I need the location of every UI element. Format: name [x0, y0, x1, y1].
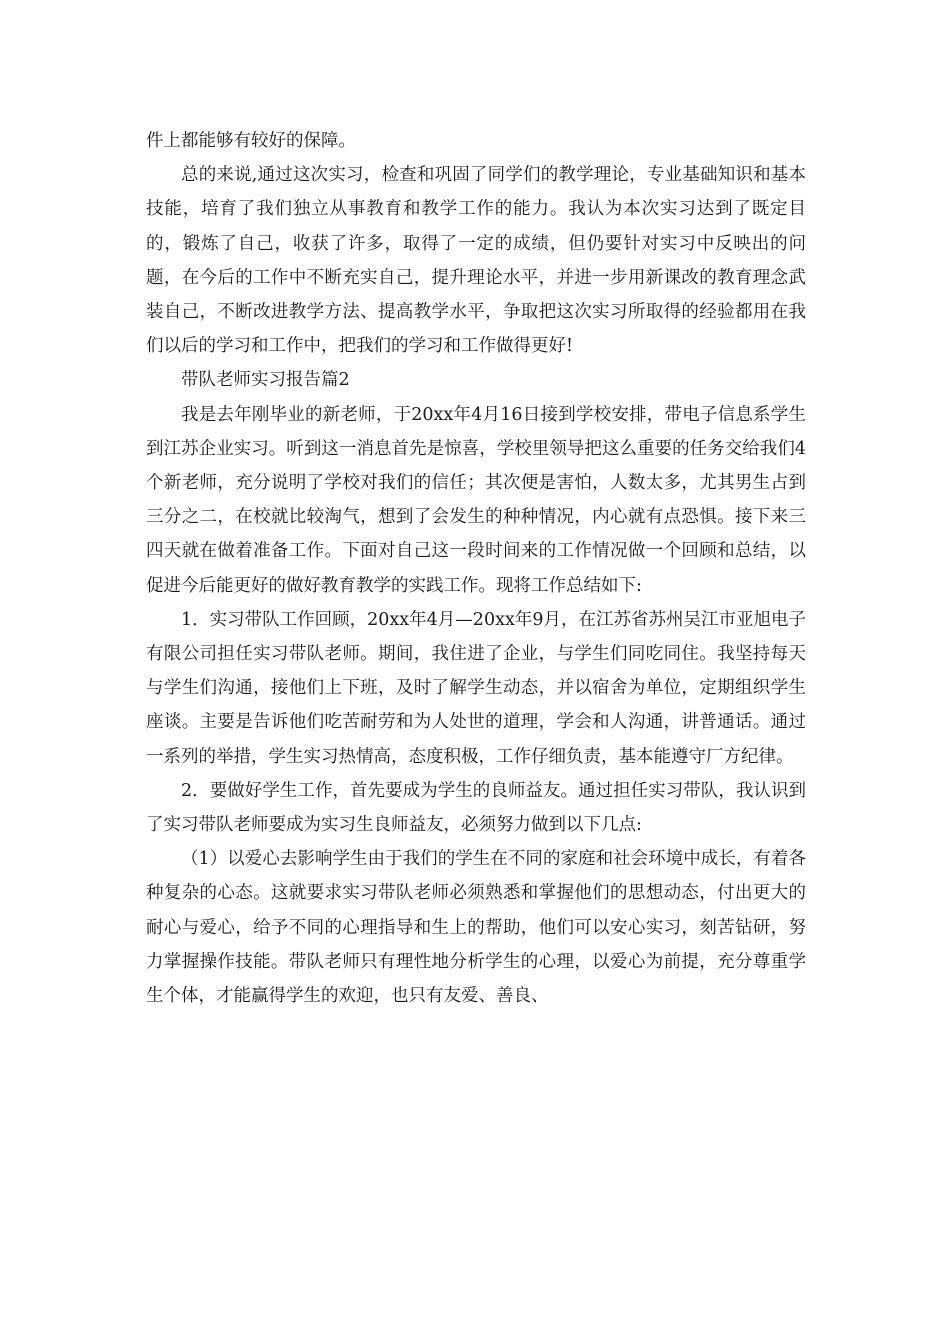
section-heading: 带队老师实习报告篇2 — [181, 370, 350, 391]
paragraph-subpoint-1: （1）以爱心去影响学生由于我们的学生在不同的家庭和社会环境中成长，有着各种复杂的心态。这就要求实习带队老师必须熟悉和掌握他们的思想动态，付出更大的耐心与爱心，给予不同的心理指导和生上的帮助，他们可以安心实习，刻苦钻研，努力掌握操作技能。带队老师只有理性地分析学生的心理，以爱心为前提，充分尊重学生个体，才能赢得学生的欢迎，也只有友爱、善良、 — [146, 849, 806, 1007]
document-body — [146, 124, 806, 1013]
paragraph-intro: 我是去年刚毕业的新老师，于20xx年4月16日接到学校安排，带电子信息系学生到江苏企业实习。听到这一消息首先是惊喜，学校里领导把这么重要的任务交给我们4个新老师，充分说明了学校对我们的信任；其次便是害怕，人数太多，尤其男生占到三分之二，在校就比较淘气，想到了会发生的种种情况，内心就有点恐惧。接下来三四天就在做着准备工作。下面对自己这一段时间来的工作情况做一个回顾和总结，以促进今后能更好的做好教育教学的实践工作。现将工作总结如下: — [146, 404, 806, 596]
paragraph-point-2: 2．要做好学生工作，首先要成为学生的良师益友。通过担任实习带队，我认识到了实习带队老师要成为实习生良师益友，必须努力做到以下几点: — [146, 780, 806, 836]
paragraph-point-1: 1．实习带队工作回顾，20xx年4月—20xx年9月，在江苏省苏州吴江市亚旭电子有限公司担任实习带队老师。期间，我住进了企业，与学生们同吃同住。我坚持每天与学生们沟通，接他们上下班，及时了解学生动态，并以宿舍为单位，定期组织学生座谈。主要是告诉他们吃苦耐劳和为人处世的道理，学会和人沟通，讲普通话。通过一系列的举措，学生实习热情高，态度积极，工作仔细负责，基本能遵守厂方纪律。 — [146, 609, 806, 767]
paragraph-summary: 总的来说,通过这次实习，检查和巩固了同学们的教学理论，专业基础知识和基本技能，培育了我们独立从事教育和教学工作的能力。我认为本次实习达到了既定目的，锻炼了自己，收获了许多，取得了一定的成绩，但仍要针对实习中反映出的问题，在今后的工作中不断充实自己，提升理论水平，并进一步用新课改的教育理念武装自己，不断改进教学方法、提高教学水平，争取把这次实习所取得的经验都用在我们以后的学习和工作中，把我们的学习和工作做得更好! — [146, 165, 806, 357]
paragraph-continuation: 件上都能够有较好的保障。 — [146, 131, 356, 151]
